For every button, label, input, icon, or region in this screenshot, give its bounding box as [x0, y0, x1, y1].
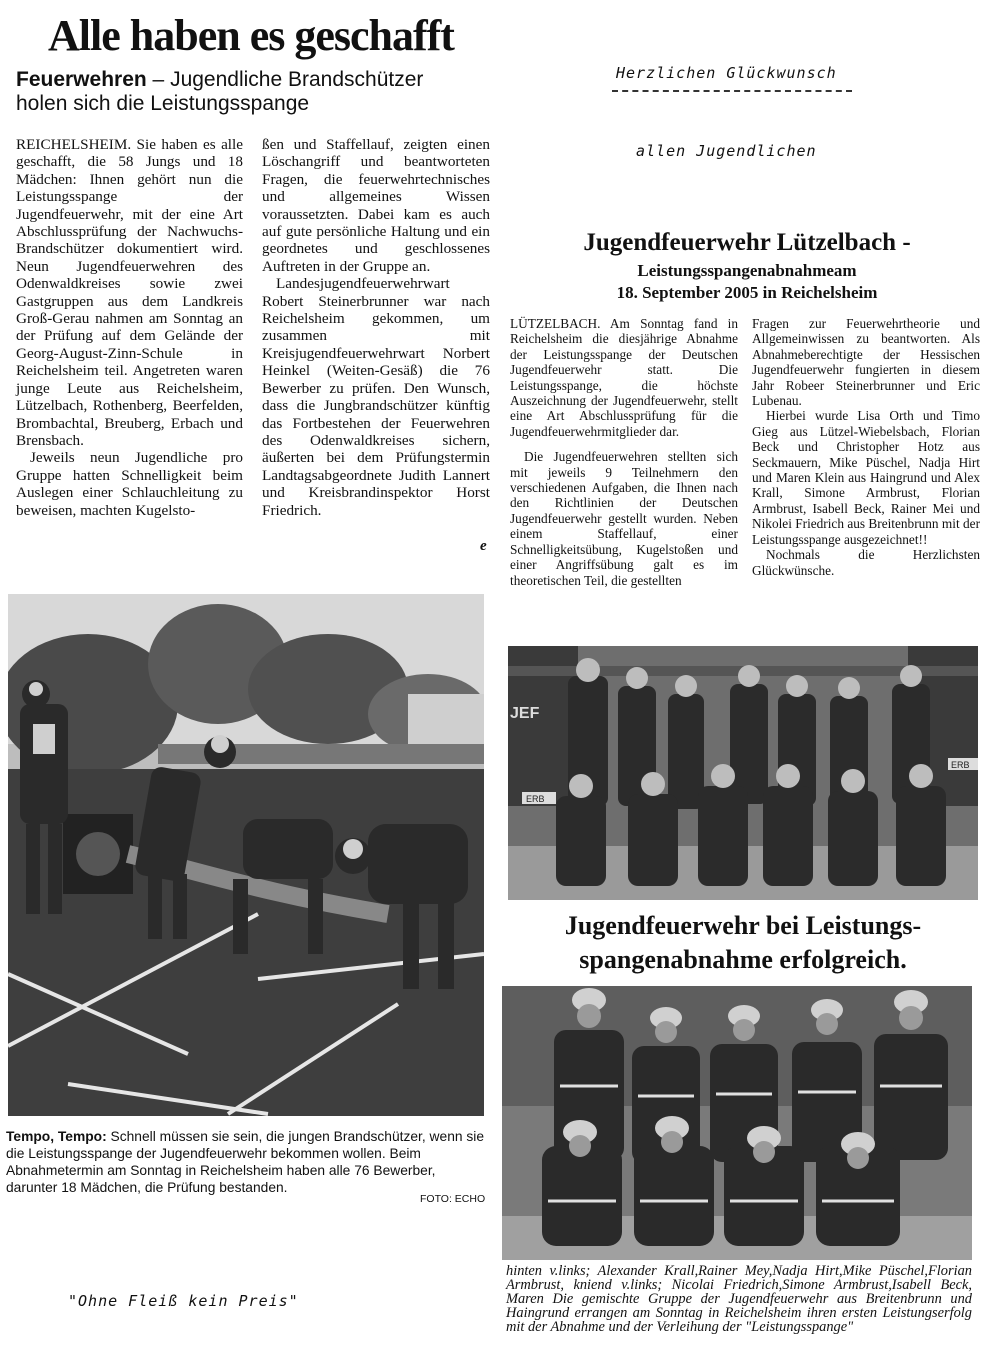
handwritten-congrats: Herzlichen Glückwunsch: [616, 64, 837, 82]
firefighters-hose-drill-image: [8, 594, 484, 1116]
article3-caption: hinten v.links; Alexander Krall,Rainer Mey,Nadja Hirt,Mike Püschel,Florian Armbrust, kniend v.links; Nicolai Friedrich,Simone Armbrust,Isabell Beck, Maren Die gemischte Gruppe der Jugendfeuerwehr aus Breitenbrunn und Haingrund errangen am Sonntag in Reichelsheim ihren ersten Leistungserfolg mit der Abnahme und der Verleihung der "Leistungsspange": [506, 1263, 972, 1335]
article1-caption: [6, 1128, 484, 1196]
article1-paragraph: ßen und Staffellauf, zeigten einen Löschangriff und beantworteten Fragen, die feuerwehrtechnisches und allgemeines Wissen voraussetzten. Dabei kam es auch auf gute persönliche Haltung und ein geordnetes und geschlossenes Auftreten in der Gruppe an.: [262, 136, 490, 275]
photo-credit: FOTO: ECHO: [420, 1193, 486, 1205]
article1-subline1: Jugendliche Brandschützer: [170, 68, 424, 91]
caption-lead: Tempo, Tempo:: [6, 1129, 107, 1144]
article2-column1: [510, 316, 738, 588]
article1-column1: [16, 136, 243, 519]
article3-title-line1: Jugendfeuerwehr bei Leistungs-: [564, 911, 922, 940]
article1-paragraph: REICHELSHEIM. Sie haben es alle geschafft, die 58 Jungs und 18 Mädchen: Ihnen gehört nun die Leistungsspange der Jugendfeuerwehr, mit der eine Art Abschlussprüfung der Nachwuchs-Brandschützer dokumentiert wird. Neun Jugendfeuerwehren des Odenwaldkreises sowie zwei Gastgruppen aus dem Landkreis Groß-Gerau nahmen am Sonntag an der Prüfung auf dem Gelände der Georg-August-Zinn-Schule in Reichelsheim teil. Angetreten waren junge Leute aus Reichelsheim, Lützelbach, Rothenberg, Beerfelden, Brombachtal, Breuberg, Erbach und Brensbach.: [16, 136, 243, 449]
license-plate-right: ERB: [951, 760, 970, 770]
group-photo-helmets-image: [502, 986, 972, 1260]
article2-paragraph: Die Jugendfeuerwehren stellten sich mit jeweils 9 Teilnehmern den verschiedenen Aufgaben, die Ihnen nach den Richtlinien der Deutschen Jugendfeuerwehr gestellt wurden. Neben einem Staffellauf, einer Schnelligkeitsübung, Kugelstoßen und einer Angriffsübung galt es im theoretischen Teil, die gestellten: [510, 449, 738, 588]
article2-paragraph: Fragen zur Feuerwehrtheorie und Allgemeinwissen zu beantworten. Als Abnahmeberechtigte der Hessischen Jugendfeuerwehr fungierten in diesem Jahr Robeer Steinerbrunner und Eric Lubenau.: [752, 316, 980, 409]
article2-paragraph: Hierbei wurde Lisa Orth und Timo Gieg aus Lützel-Wiebelsbach, Florian Beck und Christopher Hotz aus Seckmauern, Mike Püschel, Nadja Hirt und Maren Klein aus Haingrund und Alex Krall, Simone Armbrust, Florian Armbrust, Isabell Beck, Rainer Mei und Nikolei Friedrich aus Breitenbrunn mit der Leistungsspange ausgezeichnet!!: [752, 408, 980, 547]
article1-subline2: holen sich die Leistungsspange: [16, 92, 310, 115]
group-photo-fire-trucks-image: [508, 646, 978, 900]
article1-dash: –: [146, 68, 171, 91]
article2-subtitle1: Leistungsspangenabnahmeam: [637, 261, 857, 280]
handwritten-motto: "Ohne Fleiß kein Preis": [68, 1292, 299, 1310]
article2-paragraph: Nochmals die Herzlichsten Glückwünsche.: [752, 547, 980, 578]
handwritten-underline: [612, 90, 852, 92]
caption-text: Schnell müssen sie sein, die jungen Brandschützer, wenn sie die Leistungsspange der Jugendfeuerwehr bekommen wollen. Beim Abnahmetermin am Sonntag in Reichelsheim haben alle 76 Bewerber, darunter 18 Mädchen, die Prüfung bestanden.: [6, 1129, 485, 1195]
article1-end-mark: e: [480, 538, 487, 554]
article2-column2: [752, 316, 980, 578]
article3-title-line2: spangenabnahme erfolgreich.: [579, 945, 907, 974]
article1-kicker: Feuerwehren: [16, 68, 147, 91]
article1-column2: [262, 136, 490, 519]
article1-paragraph: Jeweils neun Jugendliche pro Gruppe hatten Schnelligkeit beim Auslegen einer Schlauchleitung zu beweisen, machten Kugelsto-: [16, 449, 243, 519]
article1-paragraph: Landesjugendfeuerwehrwart Robert Steinerbrunner war nach Reichelsheim gekommen, um zusammen mit Kreisjugendfeuerwehrwart Norbert Heinkel (Weiten-Gesäß) die 76 Bewerber zu prüfen. Den Wunsch, dass die Jungbrandschützer künftig das Fortbestehen der Feuerwehren des Odenwaldkreises sichern, äußerten bei dem Prüfungstermin Landtagsabgeordnete Judith Lannert und Kreisbrandinspektor Horst Friedrich.: [262, 275, 490, 519]
license-plate-left: ERB: [526, 794, 545, 804]
article2-title: Jugendfeuerwehr Lützelbach -: [583, 229, 911, 256]
handwritten-all-youth: allen Jugendlichen: [636, 142, 817, 160]
article2-paragraph: LÜTZELBACH. Am Sonntag fand in Reichelsheim die diesjährige Abnahme der Leistungsspange der Deutschen Jugendfeuerwehr statt. Die Leistungsspange, die höchste Auszeichnung der Jugendfeuerwehr, stellt eine Art Abschlussprüfung für die Jugendfeuerwehrmitglieder dar.: [510, 316, 738, 439]
article3-photo: [502, 986, 972, 1260]
article2-subtitle2: 18. September 2005 in Reichelsheim: [616, 283, 878, 302]
article1-photo: [8, 594, 484, 1116]
article2-photo: [508, 646, 978, 900]
article1-subheadline: [16, 68, 516, 116]
truck-lettering-left: JEF: [510, 705, 540, 722]
article1-headline: Alle haben es geschafft: [48, 11, 454, 60]
